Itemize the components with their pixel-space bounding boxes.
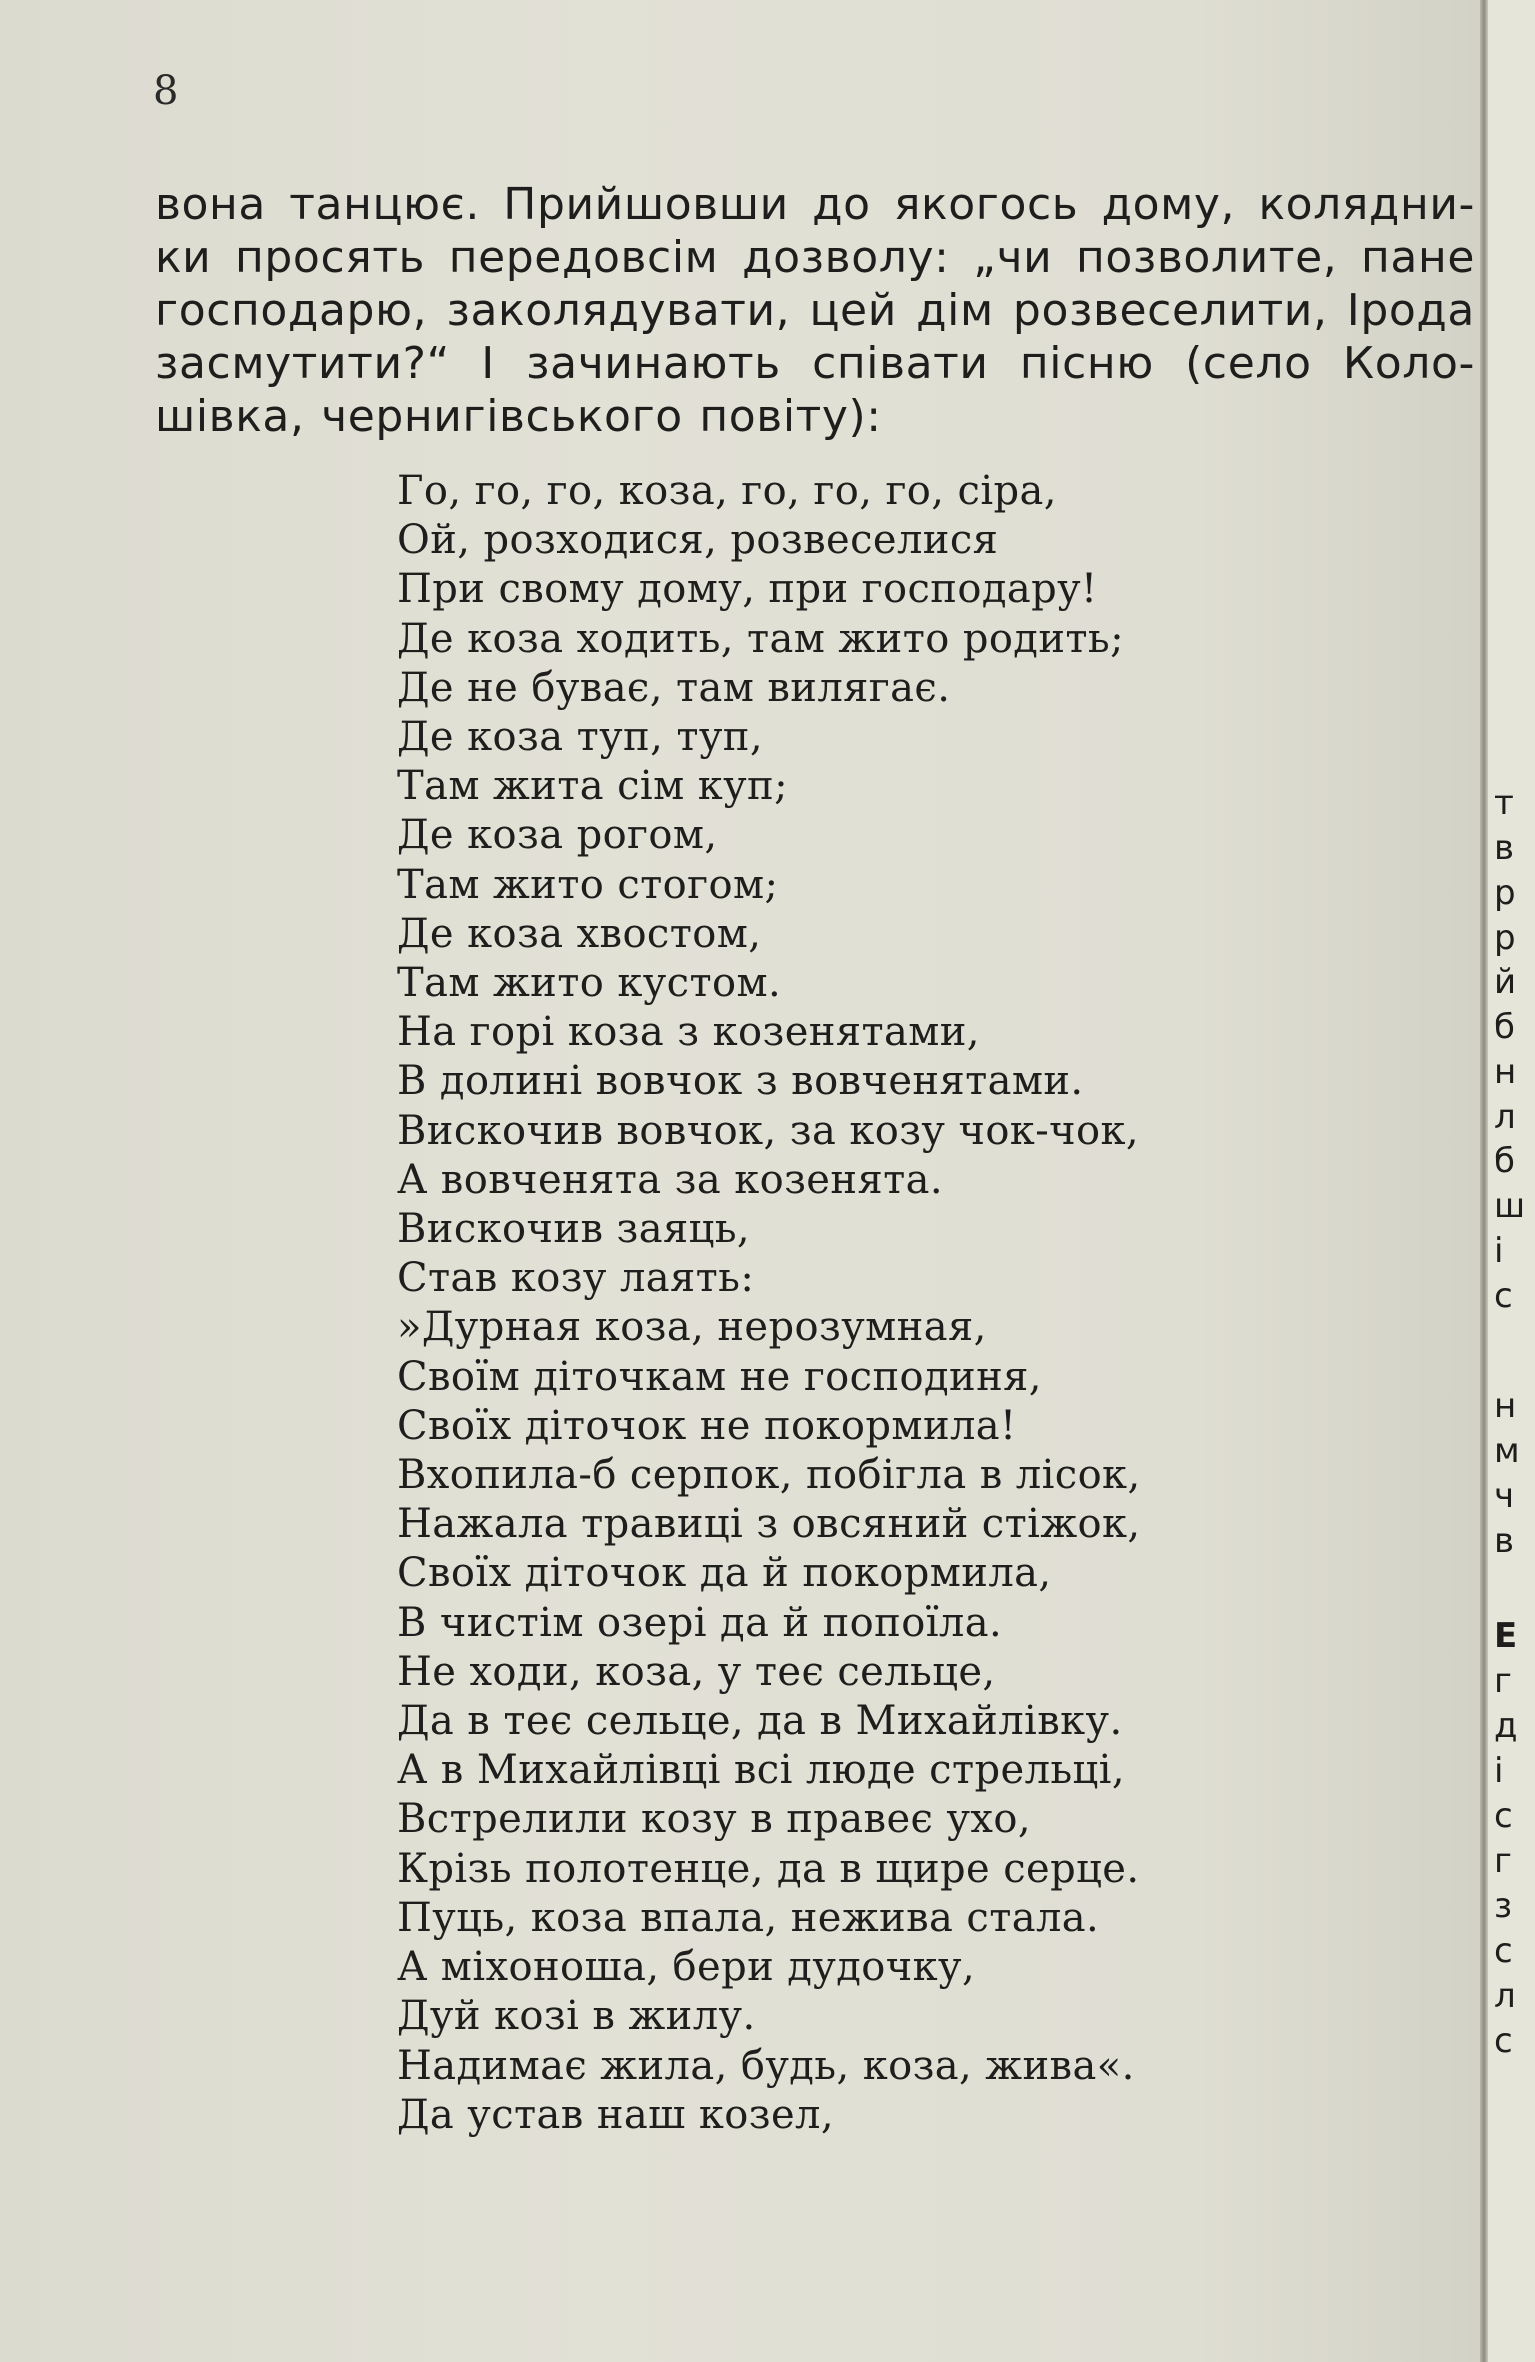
verse-line: А в Михайлівці всі люде стрельці, xyxy=(397,1747,1125,1794)
verse-line: Да устав наш козел, xyxy=(397,2091,834,2138)
verse-line: Там жито стогом; xyxy=(397,861,779,908)
verse-line: Став козу лаять: xyxy=(397,1255,755,1302)
edge-fragment: с xyxy=(1494,1931,1513,1971)
page-number: 8 xyxy=(153,68,179,114)
verse-line: Там жита сім куп; xyxy=(397,763,788,810)
verse-line: Де не буває, там вилягає. xyxy=(397,664,951,711)
edge-fragment: Е xyxy=(1494,1616,1518,1656)
edge-fragment: г xyxy=(1494,1661,1512,1701)
verse-line: А вовченята за козенята. xyxy=(397,1156,943,1203)
verse-line: Своїх діточок не покормила! xyxy=(397,1402,1017,1449)
edge-fragment: г xyxy=(1494,1841,1512,1881)
prose-line: вона танцює. Прийшовши до якогось дому, колядни- xyxy=(155,179,1475,230)
verse-line: Пуць, коза впала, нежива стала. xyxy=(397,1894,1100,1941)
edge-fragment: б xyxy=(1494,1141,1515,1181)
song-verse xyxy=(397,467,1141,2140)
edge-fragment: с xyxy=(1494,1796,1513,1836)
edge-fragment: ч xyxy=(1494,1476,1515,1516)
verse-line: Дуй козі в жилу. xyxy=(397,1993,756,2040)
verse-line: Де коза хвостом, xyxy=(397,910,762,957)
edge-fragment: н xyxy=(1494,1052,1517,1092)
verse-line: Де коза рогом, xyxy=(397,812,718,859)
edge-fragment: й xyxy=(1494,962,1517,1002)
edge-fragment: л xyxy=(1494,1976,1516,2016)
verse-line: В чистім озері да й попоїла. xyxy=(397,1599,1003,1646)
verse-line: При свому дому, при господару! xyxy=(397,566,1098,613)
prose-line: засмутити?“ І зачинають співати пісню (село Коло- xyxy=(155,338,1475,389)
verse-line: На горі коза з козенятами, xyxy=(397,1009,980,1056)
adjacent-page-edge xyxy=(1488,0,1535,2362)
verse-line: Встрелили козу в правеє ухо, xyxy=(397,1796,1031,1843)
edge-fragment: м xyxy=(1494,1431,1520,1471)
edge-fragment: в xyxy=(1494,828,1515,868)
verse-line: Го, го, го, коза, го, го, го, сіра, xyxy=(397,468,1057,514)
verse-line: Ой, розходися, розвеселися xyxy=(397,517,999,564)
book-spine-gutter xyxy=(1480,0,1488,2362)
edge-fragment: р xyxy=(1494,918,1516,958)
edge-fragment: л xyxy=(1494,1097,1516,1137)
edge-fragment: д xyxy=(1494,1706,1518,1746)
verse-line: Вхопила-б серпок, побігла в лісок, xyxy=(397,1452,1141,1499)
verse-line: А міхоноша, бери дудочку, xyxy=(397,1944,976,1991)
edge-fragment: т xyxy=(1494,783,1514,823)
edge-fragment: с xyxy=(1494,1276,1513,1316)
edge-fragment: і xyxy=(1494,1231,1504,1271)
verse-line: В долині вовчок з вовченятами. xyxy=(397,1058,1084,1105)
verse-line: Да в теє сельце, да в Михайлівку. xyxy=(397,1698,1123,1745)
prose-paragraph xyxy=(155,178,1480,443)
edge-fragment: і xyxy=(1494,1751,1504,1791)
edge-fragment: з xyxy=(1494,1886,1513,1926)
verse-line: Нажала травиці з овсяний стіжок, xyxy=(397,1501,1141,1548)
verse-line: Надимає жила, будь, коза, жива«. xyxy=(397,2042,1135,2089)
verse-line: Там жито кустом. xyxy=(397,960,782,1007)
edge-fragment: р xyxy=(1494,873,1516,913)
edge-fragment: с xyxy=(1494,2021,1513,2061)
verse-line: Своїм діточкам не господиня, xyxy=(397,1353,1042,1400)
verse-line: Крізь полотенце, да в щире серце. xyxy=(397,1845,1140,1892)
verse-line: »Дурная коза, нерозумная, xyxy=(397,1304,987,1351)
verse-line: Де коза туп, туп, xyxy=(397,714,763,761)
edge-fragment: б xyxy=(1494,1007,1515,1047)
prose-line: ки просять передовсім дозволу: „чи позволите, пане xyxy=(155,232,1475,283)
edge-fragment: ш xyxy=(1494,1186,1526,1226)
verse-line: Своїх діточок да й покормила, xyxy=(397,1550,1052,1597)
verse-line: Вискочив заяць, xyxy=(397,1206,750,1253)
verse-line: Де коза ходить, там жито родить; xyxy=(397,615,1124,662)
prose-line: шівка, чернигівського повіту): xyxy=(155,391,882,442)
verse-line: Вискочив вовчок, за козу чок-чок, xyxy=(397,1107,1139,1154)
prose-line: господарю, заколядувати, цей дім розвеселити, Ірода xyxy=(155,285,1475,336)
edge-fragment: н xyxy=(1494,1386,1517,1426)
edge-fragment: в xyxy=(1494,1521,1515,1561)
verse-line: Не ходи, коза, у теє сельце, xyxy=(397,1648,996,1695)
